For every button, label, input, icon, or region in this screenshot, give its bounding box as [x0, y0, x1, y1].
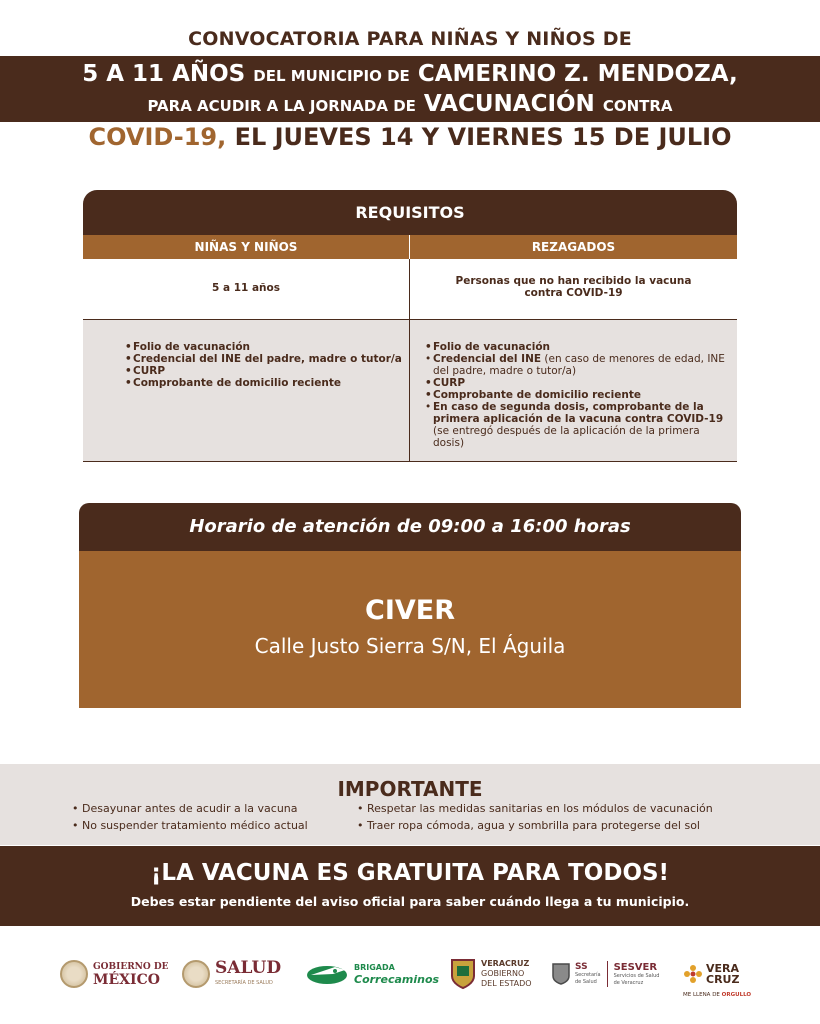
veracruz-text — [706, 963, 739, 985]
ss-text — [575, 962, 601, 986]
row-divider — [83, 319, 737, 320]
list-item — [425, 353, 725, 377]
venue-box — [79, 551, 741, 708]
sesver-title: SESVER — [613, 961, 658, 973]
list-item: • CURP — [125, 365, 405, 377]
header-line-3 — [0, 91, 820, 117]
header-line-1: CONVOCATORIA PARA NIÑAS Y NIÑOS DE — [188, 28, 632, 50]
veracruz-flower-icon — [683, 964, 703, 984]
header-vaccination: VACUNACIÓN — [423, 91, 595, 117]
list-item: • Folio de vacunación — [125, 341, 405, 353]
table-bottom-border — [83, 461, 737, 462]
free-vaccine-subline: Debes estar pendiente del aviso oficial para saber cuándo llega a tu municipio. — [130, 894, 690, 909]
brigada-text — [354, 962, 439, 986]
veracruz-gov-line-1: VERACRUZ — [481, 959, 530, 968]
sesver-sub-2: de Veracruz — [613, 979, 644, 986]
vera-text: VERA — [706, 962, 740, 975]
requirements-title: REQUISITOS — [83, 190, 737, 235]
salud-title: SALUD — [215, 958, 282, 978]
list-item — [425, 401, 725, 449]
children-docs-list — [125, 341, 405, 389]
mexico-seal-icon — [60, 960, 88, 988]
gobierno-mexico-line-2: MÉXICO — [93, 971, 160, 988]
free-vaccine-headline: ¡LA VACUNA ES GRATUITA PARA TODOS! — [150, 860, 670, 886]
gobierno-mexico-text — [93, 961, 169, 988]
logo-gobierno-veracruz — [450, 952, 532, 996]
venue-address: Calle Justo Sierra S/N, El Águila — [254, 634, 566, 658]
veracruz-gov-text — [481, 959, 532, 989]
header-connector-1: DEL MUNICIPIO DE — [253, 67, 410, 85]
logo-veracruz — [683, 952, 739, 996]
sesver-text — [614, 962, 660, 987]
header-connector-2: PARA ACUDIR A LA JORNADA DE — [147, 97, 416, 115]
header-line-4 — [0, 123, 820, 151]
header-age-range: 5 A 11 AÑOS — [82, 61, 246, 87]
list-item: • Folio de vacunación — [425, 341, 725, 353]
roadrunner-icon — [305, 961, 349, 987]
header-covid: COVID-19, — [88, 123, 227, 151]
children-age-cell: 5 a 11 años — [212, 282, 280, 294]
logo-gobierno-mexico — [60, 952, 169, 996]
list-item-rest: (en caso de menores de edad, INE del padre, madre o tutor/a) — [433, 353, 725, 377]
sesver-sub-1: Servicios de Salud — [613, 972, 660, 979]
salud-seal-icon — [182, 960, 210, 988]
list-item: • Credencial del INE del padre, madre o tutor/a — [125, 353, 405, 365]
header-dates: EL JUEVES 14 Y VIERNES 15 DE JULIO — [234, 123, 732, 151]
salud-text — [215, 959, 281, 989]
veracruz-gov-line-2: GOBIERNO — [481, 969, 525, 978]
venue-name: CIVER — [365, 595, 455, 626]
veracruz-tagline-b: ORGULLO — [721, 992, 752, 998]
list-item-bold: Credencial del INE — [433, 353, 542, 365]
list-item: • Comprobante de domicilio reciente — [425, 389, 725, 401]
logo-brigada-correcaminos — [305, 952, 439, 996]
ss-title: SS — [575, 962, 588, 972]
requirements-table — [83, 190, 737, 462]
header-line-2 — [0, 61, 820, 87]
ss-sub-1: Secretaría — [575, 972, 601, 978]
header-municipality: CAMERINO Z. MENDOZA, — [417, 61, 738, 87]
schedule-banner: Horario de atención de 09:00 a 16:00 horas — [79, 503, 741, 551]
lagging-description-line-2: contra COVID-19 — [524, 287, 623, 299]
list-item: • CURP — [425, 377, 725, 389]
important-item-treatment: • No suspender tratamiento médico actual — [72, 819, 308, 832]
ss-sub-2: de Salud — [575, 979, 597, 985]
salud-subtitle: SECRETARÍA DE SALUD — [215, 980, 273, 986]
brigada-line-2: Correcaminos — [354, 973, 440, 986]
header-connector-3: CONTRA — [602, 97, 673, 115]
veracruz-tagline — [683, 992, 751, 998]
important-item-breakfast: • Desayunar antes de acudir a la vacuna — [72, 802, 298, 815]
lagging-docs-list — [425, 341, 725, 449]
veracruz-tagline-a: ME LLENA DE — [683, 992, 720, 998]
important-section — [0, 764, 820, 845]
column-header-children: NIÑAS Y NIÑOS — [83, 235, 409, 259]
logo-ss-sesver — [551, 952, 659, 996]
cruz-text: CRUZ — [706, 973, 740, 986]
important-title: IMPORTANTE — [337, 777, 483, 801]
important-item-sanitary: • Respetar las medidas sanitarias en los módulos de vacunación — [357, 802, 713, 815]
logo-divider — [607, 961, 608, 987]
free-vaccine-banner — [0, 846, 820, 926]
list-item: • Comprobante de domicilio reciente — [125, 377, 405, 389]
column-header-lagging: REZAGADOS — [410, 235, 737, 259]
veracruz-shield-icon — [450, 958, 476, 990]
important-item-clothing: • Traer ropa cómoda, agua y sombrilla para protegerse del sol — [357, 819, 700, 832]
list-item-bold: En caso de segunda dosis, comprobante de la primera aplicación de la vacuna contra COVID-19 — [433, 401, 724, 425]
veracruz-gov-line-3: DEL ESTADO — [481, 979, 532, 988]
list-item-rest: (se entregó después de la aplicación de la primera dosis) — [433, 425, 700, 449]
gobierno-mexico-line-1: GOBIERNO DE — [93, 961, 169, 972]
lagging-description-line-1: Personas que no han recibido la vacuna — [455, 275, 692, 287]
lagging-description-cell — [410, 275, 737, 299]
header-band — [0, 56, 820, 122]
ss-shield-icon — [551, 962, 571, 986]
brigada-line-1: BRIGADA — [354, 963, 395, 972]
logo-salud — [182, 952, 281, 996]
